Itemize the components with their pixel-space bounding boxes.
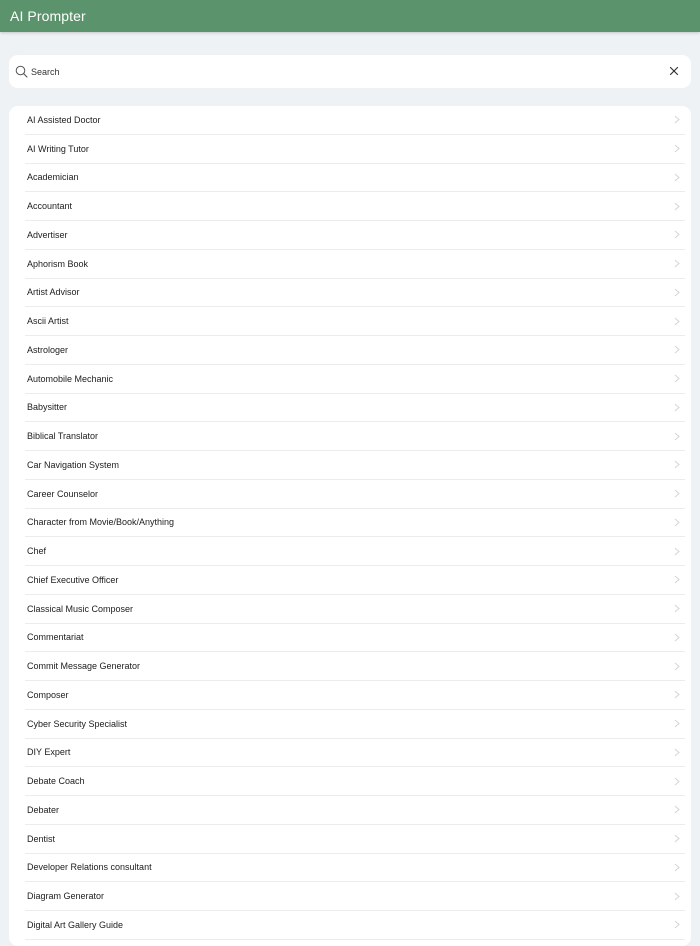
list-item[interactable] [25, 480, 685, 509]
list-item-label: Biblical Translator [27, 431, 99, 442]
chevron-right-icon [674, 834, 680, 843]
list-item-label: Ascii Artist [27, 316, 69, 327]
list-item-label: Astrologer [27, 344, 69, 355]
chevron-right-icon [674, 604, 680, 613]
list-item-label: Digital Art Gallery Guide [27, 919, 124, 930]
list-item[interactable] [25, 767, 685, 796]
chevron-right-icon [674, 690, 680, 699]
chevron-right-icon [674, 403, 680, 412]
list-item[interactable] [25, 307, 685, 336]
app-title: AI Prompter [10, 8, 86, 24]
list-item-label: Advertiser [27, 229, 68, 240]
list-item-label: AI Writing Tutor [27, 143, 89, 154]
list-item[interactable] [25, 279, 685, 308]
list-item[interactable] [25, 595, 685, 624]
chevron-right-icon [674, 575, 680, 584]
list-item-label: Aphorism Book [27, 258, 89, 269]
chevron-right-icon [674, 805, 680, 814]
prompt-list-card [9, 106, 691, 946]
chevron-right-icon [674, 863, 680, 872]
list-item-label: Car Navigation System [27, 459, 120, 470]
list-item[interactable] [25, 106, 685, 135]
list-item-label: Composer [27, 689, 69, 700]
list-item[interactable] [25, 422, 685, 451]
chevron-right-icon [674, 345, 680, 354]
chevron-right-icon [674, 259, 680, 268]
chevron-right-icon [674, 202, 680, 211]
chevron-right-icon [674, 317, 680, 326]
chevron-right-icon [674, 662, 680, 671]
list-item-label: DIY Expert [27, 747, 71, 758]
chevron-right-icon [674, 374, 680, 383]
list-item[interactable] [25, 681, 685, 710]
list-item-label: Debater [27, 804, 60, 815]
chevron-right-icon [674, 518, 680, 527]
list-item[interactable] [25, 796, 685, 825]
list-item[interactable] [25, 221, 685, 250]
list-item[interactable] [25, 882, 685, 911]
chevron-right-icon [674, 144, 680, 153]
chevron-right-icon [674, 777, 680, 786]
list-item[interactable] [25, 164, 685, 193]
list-item-label: Commit Message Generator [27, 661, 141, 672]
list-item-label: Developer Relations consultant [27, 862, 152, 873]
list-item[interactable] [25, 710, 685, 739]
chevron-right-icon [674, 547, 680, 556]
prompt-list [25, 106, 685, 940]
chevron-right-icon [674, 230, 680, 239]
list-item[interactable] [25, 394, 685, 423]
search-bar[interactable] [9, 55, 691, 88]
list-item-label: Dentist [27, 833, 56, 844]
search-icon [15, 65, 28, 78]
chevron-right-icon [674, 432, 680, 441]
app-header [0, 0, 700, 32]
list-item[interactable] [25, 911, 685, 940]
list-item-label: Debate Coach [27, 776, 85, 787]
list-item-label: Career Counselor [27, 488, 99, 499]
close-icon[interactable] [669, 66, 679, 76]
list-item-label: Classical Music Composer [27, 603, 134, 614]
list-item[interactable] [25, 451, 685, 480]
chevron-right-icon [674, 173, 680, 182]
list-item[interactable] [25, 537, 685, 566]
list-item[interactable] [25, 739, 685, 768]
search-input[interactable] [31, 62, 651, 82]
chevron-right-icon [674, 892, 680, 901]
list-item[interactable] [25, 825, 685, 854]
list-item-label: AI Assisted Doctor [27, 114, 101, 125]
list-item-label: Babysitter [27, 402, 68, 413]
list-item-label: Diagram Generator [27, 891, 105, 902]
list-item[interactable] [25, 624, 685, 653]
list-item[interactable] [25, 566, 685, 595]
list-item[interactable] [25, 365, 685, 394]
chevron-right-icon [674, 748, 680, 757]
chevron-right-icon [674, 633, 680, 642]
chevron-right-icon [674, 288, 680, 297]
chevron-right-icon [674, 920, 680, 929]
list-item-label: Character from Movie/Book/Anything [27, 517, 175, 528]
chevron-right-icon [674, 460, 680, 469]
list-item[interactable] [25, 509, 685, 538]
list-item-label: Accountant [27, 201, 73, 212]
chevron-right-icon [674, 115, 680, 124]
list-item[interactable] [25, 135, 685, 164]
list-item[interactable] [25, 652, 685, 681]
list-item-label: Academician [27, 172, 79, 183]
list-item[interactable] [25, 336, 685, 365]
list-item[interactable] [25, 192, 685, 221]
list-item[interactable] [25, 250, 685, 279]
list-item-label: Chef [27, 546, 47, 557]
list-item-label: Cyber Security Specialist [27, 718, 128, 729]
chevron-right-icon [674, 719, 680, 728]
list-item[interactable] [25, 854, 685, 883]
list-item-label: Commentariat [27, 632, 84, 643]
chevron-right-icon [674, 489, 680, 498]
list-item-label: Automobile Mechanic [27, 373, 114, 384]
list-item-label: Chief Executive Officer [27, 574, 119, 585]
list-item-label: Artist Advisor [27, 287, 80, 298]
